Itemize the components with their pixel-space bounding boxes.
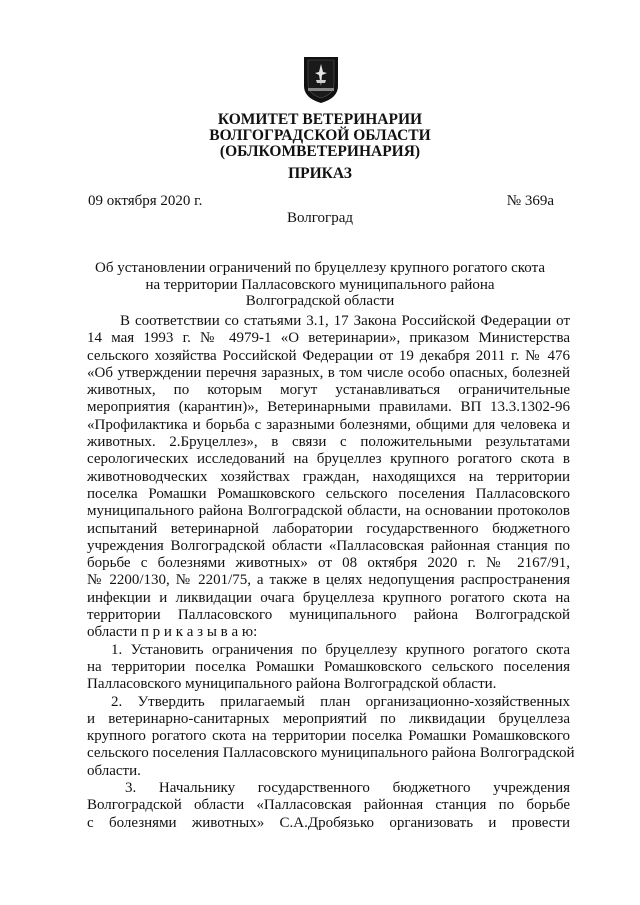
subject-line: Волгоградской области — [245, 293, 395, 309]
body-line: и ветеринарно-санитарных мероприятий по ликвидации бруцеллеза — [87, 710, 570, 727]
body-line: «Об утверждении перечня заразных, в том числе особо опасных, болезней — [87, 364, 570, 381]
subject-line: на территории Палласовского муниципального района — [145, 276, 495, 293]
body-line: испытаний ветеринарной лаборатории государственного бюджетного — [87, 520, 570, 537]
body-line: борьбе с болезнями животных» от 08 октября 2020 г. № 2167/91, — [87, 555, 570, 572]
organization-name — [0, 112, 640, 160]
body-line: с болезнями животных» С.А.Дробязько организовать и провести — [87, 814, 570, 831]
document-body — [87, 313, 575, 832]
body-line: мероприятия (карантин)», Ветеринарными правилами. ВП 13.3.1302-96 — [87, 399, 570, 416]
body-line: области п р и к а з ы в а ю: — [87, 624, 258, 641]
body-line: 2. Утвердить прилагаемый план организационно-хозяйственных — [111, 693, 570, 710]
body-line: территории Палласовского муниципального района Волгоградской — [87, 607, 570, 624]
org-line: КОМИТЕТ ВЕТЕРИНАРИИ — [217, 111, 423, 128]
body-line: В соответствии со статьями 3.1, 17 Закона Российской Федерации от — [120, 313, 570, 329]
body-line: Палласовского муниципального района Волгоградской области. — [87, 676, 497, 693]
body-line: крупного рогатого скота на территории поселка Ромашки Ромашковского — [87, 728, 570, 745]
body-line: животных. 2.Бруцеллез», в связи с положительными результатами — [87, 434, 570, 451]
body-line: серологических исследований на бруцеллез крупного рогатого скота в — [87, 451, 570, 468]
body-line: животноводческих хозяйствах граждан, находящихся на территории — [87, 468, 570, 485]
body-line: муниципального района Волгоградской области, на основании протоколов — [87, 503, 570, 520]
body-line: Волгоградской области «Палласовская районная станция по борьбе — [87, 797, 570, 814]
body-line: 3. Начальнику государственного бюджетного учреждения — [125, 780, 570, 797]
volgograd-coat-of-arms-icon — [303, 56, 339, 104]
body-line: № 2200/130, № 2201/75, а также в целях недопущения распространения — [87, 572, 570, 589]
body-line: 1. Установить ограничения по бруцеллезу крупного рогатого скота — [111, 641, 570, 658]
body-line: «Профилактика и борьба с заразными болезнями, общими для человека и — [87, 416, 570, 433]
body-line: животных, по которым могут устанавливаться ограничительные — [87, 382, 570, 399]
body-line: на территории поселка Ромашки Ромашковского сельского поселения — [87, 658, 570, 675]
document-type: ПРИКАЗ — [288, 165, 352, 182]
body-line: сельского поселения Палласовского муниципального района Волгоградской — [87, 745, 575, 762]
body-line: инфекции и ликвидации очага бруцеллеза крупного рогатого скота на — [87, 589, 570, 606]
org-line: ВОЛГОГРАДСКОЙ ОБЛАСТИ — [209, 127, 431, 144]
body-line: учреждения Волгоградской области «Палласовская районная станция по — [87, 537, 570, 554]
body-line: 14 мая 1993 г. № 4979-1 «О ветеринарии», приказом Министерства — [87, 330, 570, 347]
body-line: поселка Ромашки Ромашковского сельского поселения Палласовского — [87, 485, 570, 502]
document-subject — [0, 260, 640, 310]
document-city: Волгоград — [286, 210, 353, 226]
org-line: (ОБЛКОМВЕТЕРИНАРИЯ) — [219, 143, 421, 160]
subject-line: Об установлении ограничений по бруцеллезу крупного рогатого скота — [95, 260, 545, 276]
body-line: области. — [87, 762, 141, 779]
document-number: № 369а — [506, 193, 554, 209]
body-line: сельского хозяйства Российской Федерации от 19 декабря 2011 г. № 476 — [87, 347, 570, 364]
document-date: 09 октября 2020 г. — [88, 193, 203, 209]
